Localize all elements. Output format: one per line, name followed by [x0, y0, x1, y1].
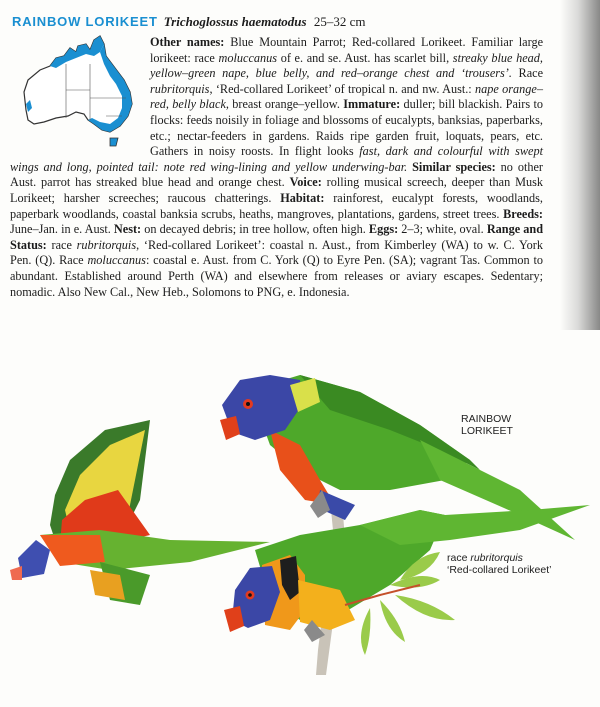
- desc-text: Familiar large lorikeet: race: [150, 35, 544, 65]
- desc-text: breast orange–yellow.: [228, 97, 344, 112]
- flying-lorikeet-icon: [10, 420, 270, 605]
- scientific-name: Trichoglossus haematodus: [163, 14, 307, 29]
- range-race: rubritorquis: [76, 237, 137, 252]
- label-race-line: [447, 552, 551, 564]
- nest-text: on decayed debris; in tree hollow, often high.: [141, 222, 369, 237]
- label-race-prefix: race: [447, 552, 471, 564]
- desc-field-marks: nape orange–red, belly black,: [150, 81, 543, 112]
- voice-label: Voice:: [289, 175, 322, 190]
- label-rainbow-lorikeet: [461, 413, 513, 437]
- range-text: , ‘Red-collared Lorikeet’: coastal n. Aust., from Kimberley (WA) to w. C. York Pen. (Q). Race: [10, 237, 543, 268]
- label-race-rubritorquis: [447, 552, 551, 576]
- desc-field-marks: streaky blue head, yellow–green nape, blue belly, and red–orange chest and ‘trousers’.: [150, 50, 543, 81]
- label-race-name: rubritorquis: [470, 552, 523, 564]
- range-text: : coastal e. Aust. from C. York (Q) to Eyre Pen. (SA); vagrant Tas. Common to abundant. Established around Perth (WA) and elsewhere from releases or aviary escapes. Sedentary; nomadic. Also New Cal., New Heb., Solomons to PNG, e. Indonesia.: [10, 253, 543, 299]
- other-names: Blue Mountain Parrot; Red-collared Lorikeet.: [224, 35, 466, 49]
- eggs-label: Eggs:: [368, 222, 399, 237]
- habitat-label: Habitat:: [280, 190, 325, 205]
- species-heading: [12, 14, 366, 30]
- book-spine-shadow: [560, 0, 600, 330]
- nest-label: Nest:: [113, 222, 142, 237]
- size-range: 25–32 cm: [313, 14, 366, 29]
- lorikeet-illustration: [0, 330, 600, 707]
- similar-species-text: no other Aust. parrot has streaked blue head and orange chest.: [10, 159, 544, 190]
- species-description: [10, 35, 543, 300]
- immature-text: duller; bill blackish. Pairs to flocks: feeds noisily in foliage and blossoms of eucalypts, banksias, paperbarks, etc.; nectar-feeders in gardens. Raids ripe garden fruit, loquats, pears, etc. Gathers in noisy roosts. In flight looks: [150, 97, 543, 159]
- desc-text: Race: [511, 66, 544, 81]
- label-line-2: LORIKEET: [461, 425, 513, 437]
- flight-description: fast, dark and colourful with swept wings and long, pointed tail: note red wing-lining and yellow underwing-bar.: [10, 144, 543, 174]
- label-race-common: ‘Red-collared Lorikeet’: [447, 564, 552, 576]
- common-name: RAINBOW LORIKEET: [12, 14, 158, 29]
- range-race: moluccanus: [87, 253, 146, 268]
- other-names-label: Other names:: [150, 35, 225, 49]
- range-text: race: [46, 237, 77, 252]
- desc-text: of e. and se. Aust. has scarlet bill,: [277, 50, 453, 65]
- desc-race: moluccanus: [218, 50, 278, 65]
- desc-race: rubritorquis: [150, 81, 210, 96]
- eggs-text: 2–3; white, oval.: [398, 222, 487, 237]
- label-line-1: RAINBOW: [461, 413, 512, 425]
- habitat-text: rainforest, eucalypt forests, woodlands, paperbark woodlands, coastal banksia scrubs, heaths, mangroves, plantations, gardens, street trees.: [10, 190, 543, 221]
- desc-text: , ‘Red-collared Lorikeet’ of tropical n. and nw. Aust.:: [209, 81, 476, 96]
- immature-label: Immature:: [343, 97, 401, 112]
- breeds-label: Breeds:: [503, 206, 543, 221]
- range-status-label: Range and Status:: [10, 222, 544, 252]
- breeds-text: June–Jan. in e. Aust.: [10, 222, 114, 237]
- similar-species-label: Similar species:: [412, 159, 496, 174]
- voice-text: rolling musical screech, deeper than Musk Lorikeet; harsher screeches; raucous chatterings.: [10, 175, 543, 205]
